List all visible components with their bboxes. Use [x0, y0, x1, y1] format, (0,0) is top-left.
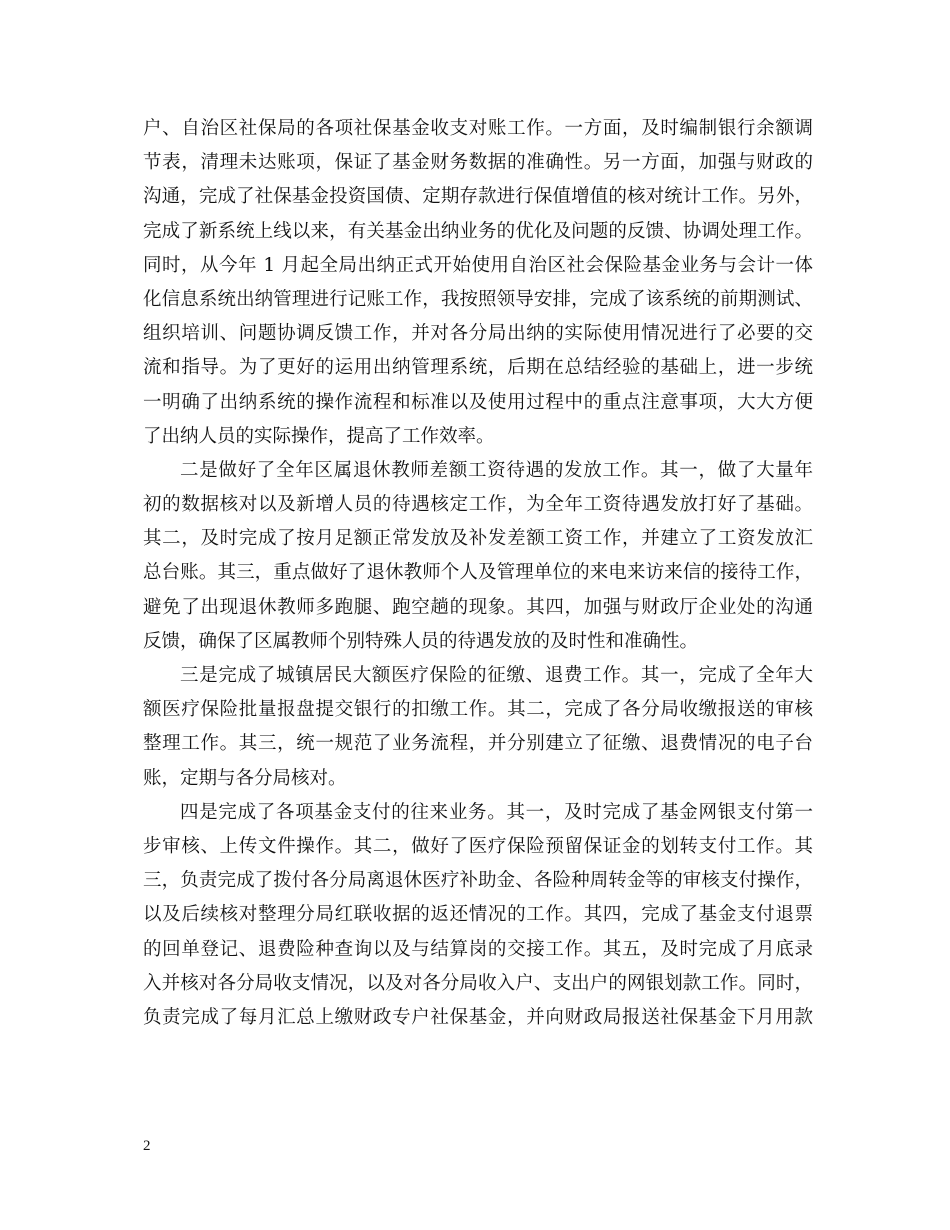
- text-line: 额医疗保险批量报盘提交银行的扣缴工作。其二，完成了各分局收缴报送的审核: [143, 699, 813, 721]
- paragraph-start-line: 三是完成了城镇居民大额医疗保险的征缴、退费工作。其一，完成了全年大: [180, 665, 813, 686]
- body-text: [143, 112, 813, 1035]
- text-line: 的回单登记、退费险种查询以及与结算岗的交接工作。其五，及时完成了月底录: [143, 938, 813, 960]
- text-line: 反馈，确保了区属教师个别特殊人员的待遇发放的及时性和准确性。: [143, 630, 699, 652]
- text-line: 一明确了出纳系统的操作流程和标准以及使用过程中的重点注意事项，大大方便: [143, 391, 813, 413]
- text-line: 账，定期与各分局核对。: [143, 767, 347, 789]
- text-line: 以及后续核对整理分局红联收据的返还情况的工作。其四，完成了基金支付退票: [143, 904, 813, 926]
- text-line: 步审核、上传文件操作。其二，做好了医疗保险预留保证金的划转支付工作。其: [143, 835, 813, 857]
- text-line: 沟通，完成了社保基金投资国债、定期存款进行保值增值的核对统计工作。另外，: [143, 186, 813, 208]
- text-line: 化信息系统出纳管理进行记账工作，我按照领导安排，完成了该系统的前期测试、: [143, 288, 813, 310]
- text-line: 其二，及时完成了按月足额正常发放及补发差额工资工作，并建立了工资发放汇: [143, 528, 813, 550]
- text-line: 节表，清理未达账项，保证了基金财务数据的准确性。另一方面，加强与财政的: [143, 152, 813, 174]
- text-line: 了出纳人员的实际操作，提高了工作效率。: [143, 425, 495, 447]
- text-line: 组织培训、问题协调反馈工作，并对各分局出纳的实际使用情况进行了必要的交: [143, 323, 813, 345]
- text-line: 入并核对各分局收支情况，以及对各分局收入户、支出户的网银划款工作。同时，: [143, 972, 813, 994]
- page-number: 2: [143, 1138, 151, 1154]
- paragraph-start-line: 四是完成了各项基金支付的往来业务。其一，及时完成了基金网银支付第一: [180, 801, 813, 823]
- text-line: 负责完成了每月汇总上缴财政专户社保基金，并向财政局报送社保基金下月用款: [143, 1006, 813, 1028]
- text-line: 户、自治区社保局的各项社保基金收支对账工作。一方面，及时编制银行余额调: [143, 118, 813, 139]
- text-line: 同时，从今年 1 月起全局出纳正式开始使用自治区社会保险基金业务与会计一体: [143, 254, 813, 276]
- text-line: 总台账。其三，重点做好了退休教师个人及管理单位的来电来访来信的接待工作，: [143, 562, 813, 584]
- text-line: 三，负责完成了拨付各分局离退休医疗补助金、各险种周转金等的审核支付操作，: [143, 870, 813, 892]
- text-line: 初的数据核对以及新增人员的待遇核定工作，为全年工资待遇发放打好了基础。: [143, 494, 813, 516]
- text-line: 整理工作。其三，统一规范了业务流程，并分别建立了征缴、退费情况的电子台: [143, 733, 813, 755]
- text-line: 流和指导。为了更好的运用出纳管理系统，后期在总结经验的基础上，进一步统: [143, 357, 813, 379]
- paragraph-start-line: 二是做好了全年区属退休教师差额工资待遇的发放工作。其一，做了大量年: [180, 459, 813, 481]
- text-line: 完成了新系统上线以来，有关基金出纳业务的优化及问题的反馈、协调处理工作。: [143, 220, 813, 242]
- text-line: 避免了出现退休教师多跑腿、跑空趟的现象。其四，加强与财政厅企业处的沟通: [143, 596, 813, 618]
